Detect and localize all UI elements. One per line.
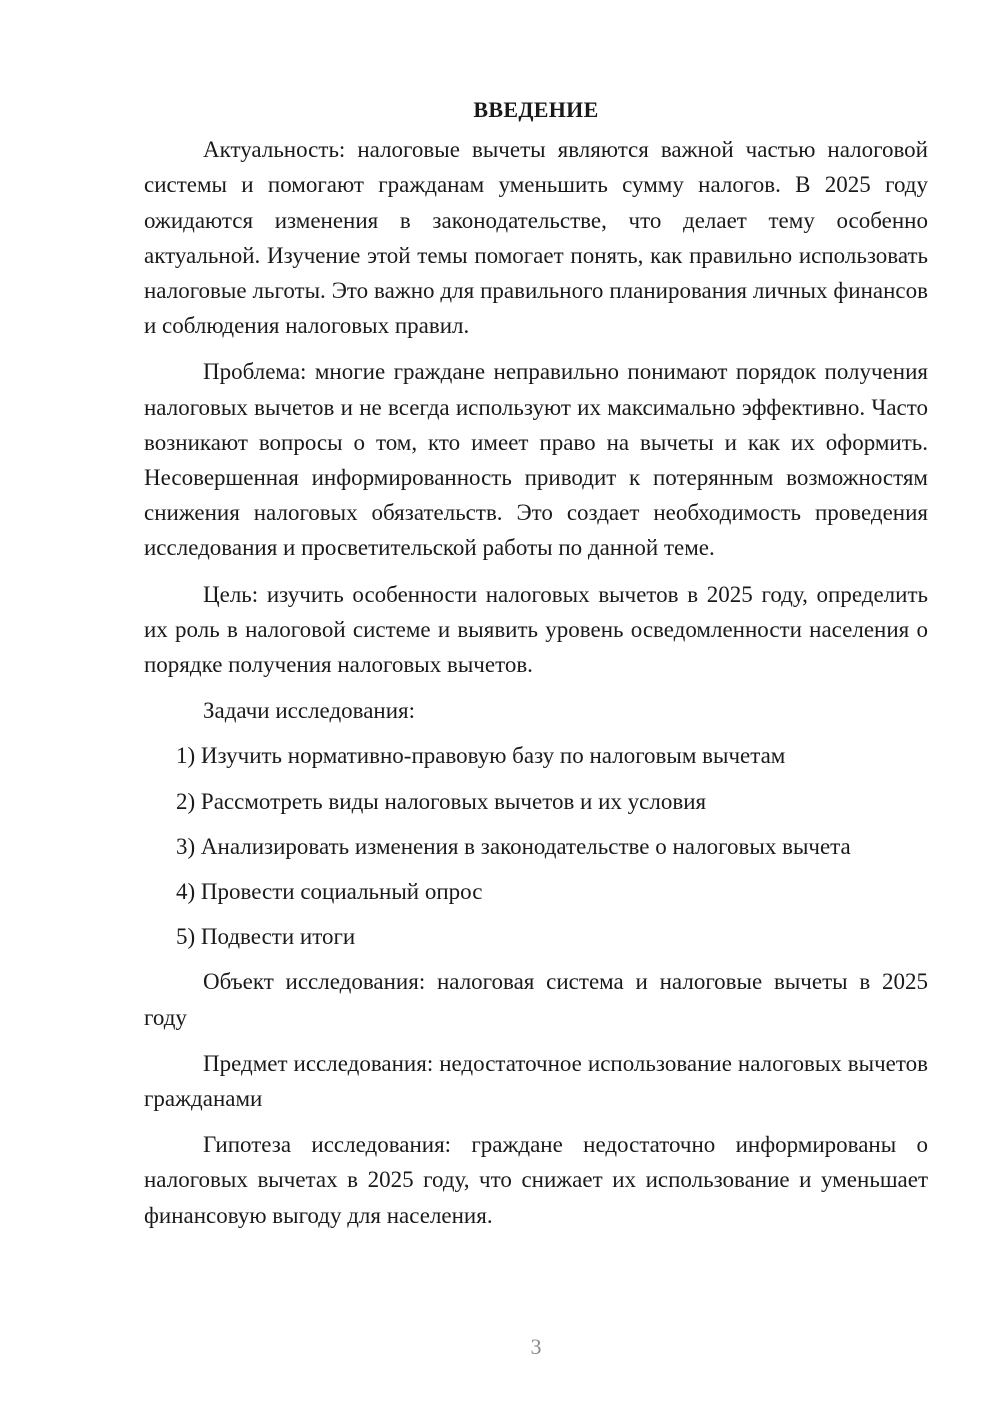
paragraph-subject: Предмет исследования: недостаточное использование налоговых вычетов гражданами — [144, 1050, 928, 1112]
list-item: 3) Анализировать изменения в законодательстве о налоговых вычета — [176, 833, 851, 859]
list-item: 5) Подвести итоги — [176, 924, 356, 950]
paragraph-relevance: Актуальность: налоговые вычеты являются важной частью налоговой системы и помогают гражданам уменьшить сумму налогов. В 2025 году ожидаются изменения в законодательстве, что делает тему особенно актуальной. Изучение этой темы помогает понять, как правильно использовать налоговые льготы. Это важно для правильного планирования личных финансов и соблюдения налоговых правил. — [144, 137, 928, 339]
tasks-list — [144, 738, 928, 954]
paragraph-goal: Цель: изучить особенности налоговых вычетов в 2025 году, определить их роль в налоговой системе и выявить уровень осведомленности населения о порядке получения налоговых вычетов. — [144, 581, 928, 678]
paragraph-hypothesis: Гипотеза исследования: граждане недостаточно информированы о налоговых вычетах в 2025 году, что снижает их использование и уменьшает финансовую выгоду для населения. — [144, 1132, 928, 1228]
paragraph-object: Объект исследования: налоговая система и налоговые вычеты в 2025 году — [144, 969, 928, 1030]
list-item: 4) Провести социальный опрос — [176, 879, 483, 905]
page-title: ВВЕДЕНИЕ — [473, 97, 599, 122]
paragraph-problem: Проблема: многие граждане неправильно понимают порядок получения налоговых вычетов и не всегда используют их максимально эффективно. Часто возникают вопросы о том, кто имеет право на вычеты и как их оформить. Несовершенная информированность приводит к потерянным возможностям снижения налоговых обязательств. Это создает необходимость проведения исследования и просветительской работы по данной теме. — [144, 359, 928, 561]
page-number: 3 — [530, 1334, 542, 1359]
tasks-label: Задачи исследования: — [203, 698, 416, 724]
list-item: 1) Изучить нормативно-правовую базу по налоговым вычетам — [176, 743, 786, 769]
page-content — [144, 92, 928, 1244]
list-item: 2) Рассмотреть виды налоговых вычетов и их условия — [176, 788, 707, 814]
